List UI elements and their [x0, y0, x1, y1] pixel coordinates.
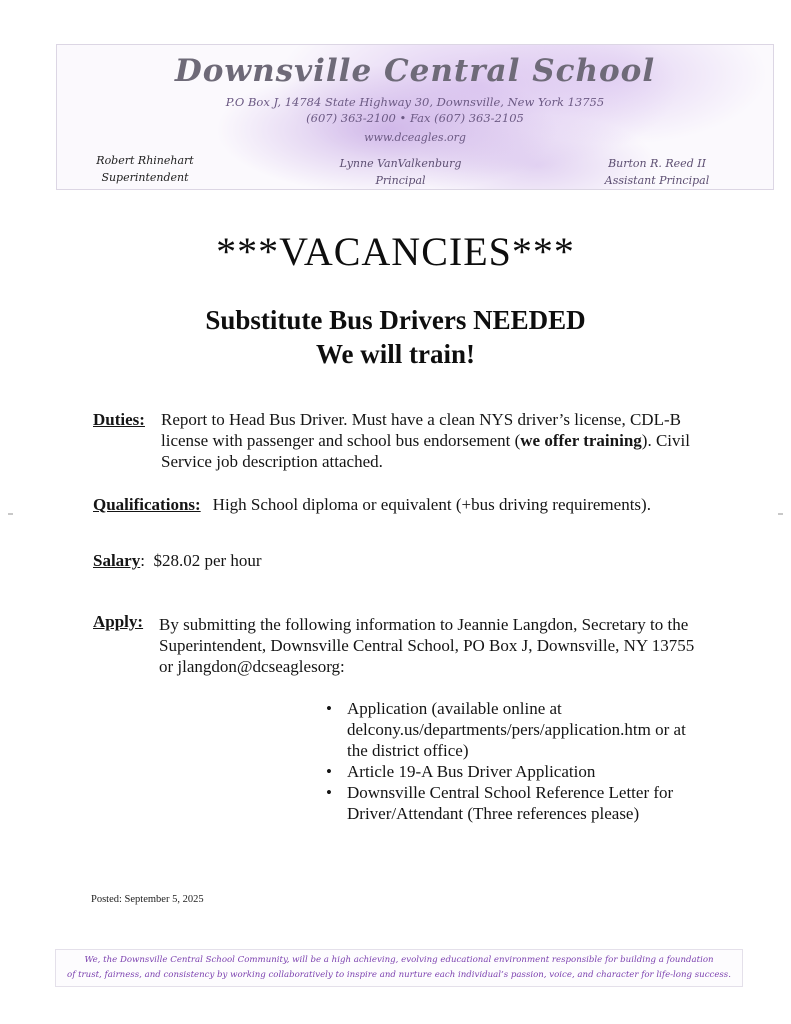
bullet-icon: • [326, 699, 332, 718]
scan-mark-right [778, 513, 783, 515]
subheadline-drivers-needed: Substitute Bus Drivers NEEDED [205, 305, 586, 335]
bullet-icon: • [326, 783, 332, 802]
apply-label: Apply: [93, 612, 144, 631]
principal-name: Lynne VanValkenburg [339, 157, 462, 170]
school-phone-fax: (607) 363-2100 • Fax (607) 363-2105 [306, 111, 524, 125]
apply-text: By submitting the following information to Jeannie Langdon, Secretary to the Superintendent, Downsville Central School, PO Box J, Downsville, NY 13755 or jlangdon@dcseaglesorg: [159, 615, 695, 676]
list-item [320, 698, 710, 761]
qualifications-text: High School diploma or equivalent (+bus driving requirements). [212, 495, 651, 514]
assistant-principal-name: Burton R. Reed II [608, 157, 706, 170]
letterhead [56, 44, 774, 190]
superintendent-title: Superintendent [101, 171, 189, 184]
vacancies-headline: ***VACANCIES*** [216, 229, 575, 274]
list-item-text: Article 19-A Bus Driver Application [347, 762, 596, 781]
mission-statement-footer [55, 949, 743, 987]
posted-date: Posted: September 5, 2025 [91, 894, 204, 905]
principal-title: Principal [375, 174, 426, 187]
bullet-icon: • [326, 762, 332, 781]
salary-label: Salary [93, 551, 141, 570]
school-address: P.O Box J, 14784 State Highway 30, Downsville, New York 13755 [225, 95, 605, 109]
duties-text-part1: Report to Head Bus Driver. Must have a clean NYS driver’s license, CDL-B license with passenger and school bus endorsement ( [161, 410, 681, 450]
list-item-text: Application (available online at delcony.us/departments/pers/application.htm or at the district office) [347, 699, 686, 760]
qualifications-section [93, 494, 651, 515]
mission-line-2: of trust, fairness, and consistency by working collaboratively to inspire and nurture each individual’s passion, voice, and character for life-long success. [67, 970, 731, 980]
assistant-principal-title: Assistant Principal [604, 174, 710, 187]
qualifications-label: Qualifications: [93, 495, 201, 514]
mission-line-1: We, the Downsville Central School Community, will be a high achieving, evolving educational environment responsible for building a foundation [84, 955, 714, 965]
list-item-text: Downsville Central School Reference Letter for Driver/Attendant (Three references please) [347, 783, 674, 823]
duties-text-bold: we offer training [520, 431, 642, 450]
assistant-principal-block [577, 155, 737, 189]
duties-text-part2: ). Civil Service job description attached. [161, 431, 690, 471]
subheadline-we-will-train: We will train! [316, 339, 475, 369]
school-name: Downsville Central School [174, 53, 656, 89]
list-item [320, 761, 710, 782]
salary-section [93, 550, 262, 571]
list-item [320, 782, 710, 824]
superintendent-name: Robert Rhinehart [96, 154, 194, 167]
duties-label: Duties: [93, 410, 145, 429]
apply-requirements-list [320, 698, 710, 824]
superintendent-block [85, 152, 205, 186]
principal-block [313, 155, 488, 189]
salary-colon: : [140, 551, 145, 570]
scan-mark-left [8, 513, 13, 515]
duties-text [161, 409, 701, 472]
school-website: www.dceagles.org [364, 131, 466, 144]
salary-text: $28.02 per hour [153, 551, 262, 570]
